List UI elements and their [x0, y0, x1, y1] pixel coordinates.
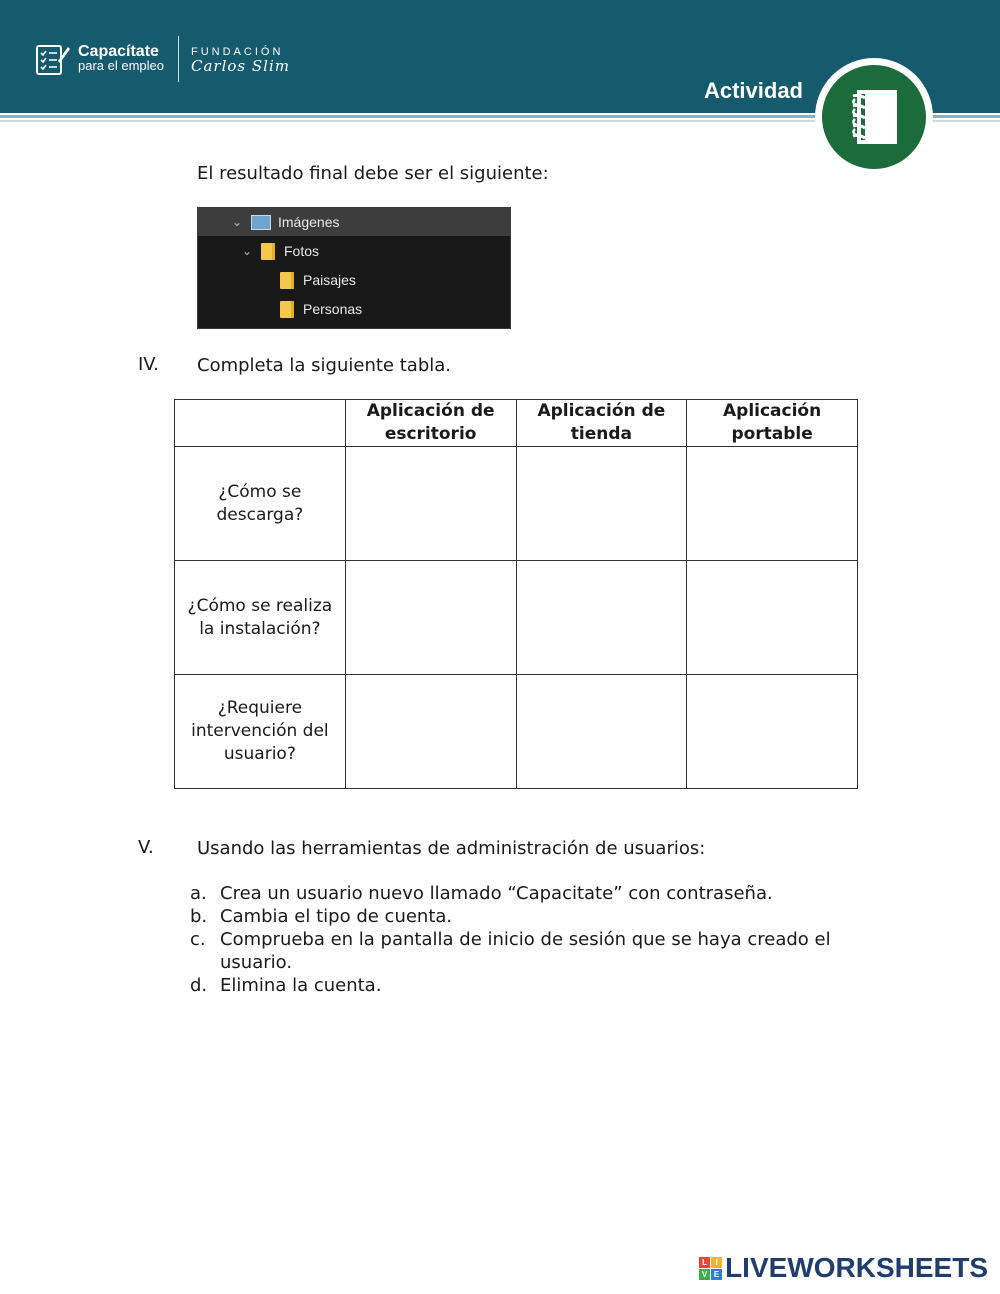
step-letter: d.: [190, 975, 208, 996]
comparison-table: [174, 399, 858, 789]
section-v-number: V.: [138, 837, 154, 858]
activity-title: Actividad: [703, 78, 803, 103]
foundation-name: Carlos Slim: [191, 57, 290, 75]
section-v-text: Usando las herramientas de administración de usuarios:: [197, 838, 706, 859]
table-header-portable: Aplicación portable: [687, 400, 858, 447]
table-header-row: [175, 400, 858, 447]
pictures-folder-icon: [251, 215, 271, 230]
liveworksheets-logo[interactable]: [699, 1252, 988, 1284]
step-letter: a.: [190, 883, 207, 904]
liveworksheets-tiles-icon: L I V E: [699, 1257, 722, 1280]
intro-text: El resultado final debe ser el siguiente:: [197, 163, 549, 184]
answer-cell[interactable]: [345, 675, 516, 789]
tree-item-label: Personas: [303, 301, 363, 317]
step-letter: b.: [190, 906, 208, 927]
answer-cell[interactable]: [687, 561, 858, 675]
activity-badge: [815, 58, 933, 176]
step-text: Elimina la cuenta.: [220, 975, 382, 996]
folder-icon: [261, 243, 275, 260]
list-item: [190, 905, 870, 928]
liveworksheets-brand: LIVEWORKSHEETS: [725, 1252, 988, 1283]
table-header-desktop: Aplicación de escritorio: [345, 400, 516, 447]
folder-icon: [280, 301, 294, 318]
list-item: [190, 882, 870, 905]
tree-item-label: Paisajes: [303, 272, 356, 288]
logo-sub-text: para el empleo: [78, 58, 164, 73]
folder-icon: [280, 272, 294, 289]
chevron-down-icon: ⌄: [241, 244, 253, 258]
table-row: [175, 447, 858, 561]
section-iv-number: IV.: [138, 354, 160, 375]
tree-item-fotos[interactable]: [198, 237, 319, 265]
table-row: [175, 561, 858, 675]
capacitate-logo: [34, 38, 290, 80]
step-text: Crea un usuario nuevo llamado “Capacitate” con contraseña.: [220, 883, 773, 904]
row-question: ¿Requiere intervención del usuario?: [175, 675, 346, 789]
tree-item-imagenes[interactable]: [198, 208, 510, 236]
answer-cell[interactable]: [516, 561, 687, 675]
table-header-store: Aplicación de tienda: [516, 400, 687, 447]
answer-cell[interactable]: [687, 447, 858, 561]
checklist-icon: [34, 41, 70, 77]
list-item: [190, 974, 870, 997]
step-text: Cambia el tipo de cuenta.: [220, 906, 453, 927]
table-header-empty: [175, 400, 346, 447]
row-question: ¿Cómo se realiza la instalación?: [175, 561, 346, 675]
answer-cell[interactable]: [345, 561, 516, 675]
logo-divider: [178, 36, 179, 82]
answer-cell[interactable]: [516, 675, 687, 789]
answer-cell[interactable]: [516, 447, 687, 561]
tree-item-label: Fotos: [284, 243, 320, 259]
list-item: [190, 928, 870, 974]
step-letter: c.: [190, 929, 206, 950]
logo-main-text: Capacítate: [78, 43, 159, 60]
answer-cell[interactable]: [345, 447, 516, 561]
section-iv-text: Completa la siguiente tabla.: [197, 355, 451, 376]
tree-item-label: Imágenes: [278, 214, 340, 230]
tree-item-personas[interactable]: [198, 295, 362, 323]
tree-item-paisajes[interactable]: [198, 266, 356, 294]
row-question: ¿Cómo se descarga?: [175, 447, 346, 561]
file-explorer-tree: [197, 207, 511, 329]
step-text: Comprueba en la pantalla de inicio de sesión que se haya creado el usuario.: [220, 929, 831, 973]
notebook-icon: [839, 82, 909, 152]
table-row: [175, 675, 858, 789]
foundation-logo: [191, 45, 290, 73]
steps-list: [190, 882, 870, 997]
answer-cell[interactable]: [687, 675, 858, 789]
chevron-down-icon: ⌄: [231, 215, 243, 229]
foundation-label: FUNDACIÓN: [191, 46, 284, 58]
